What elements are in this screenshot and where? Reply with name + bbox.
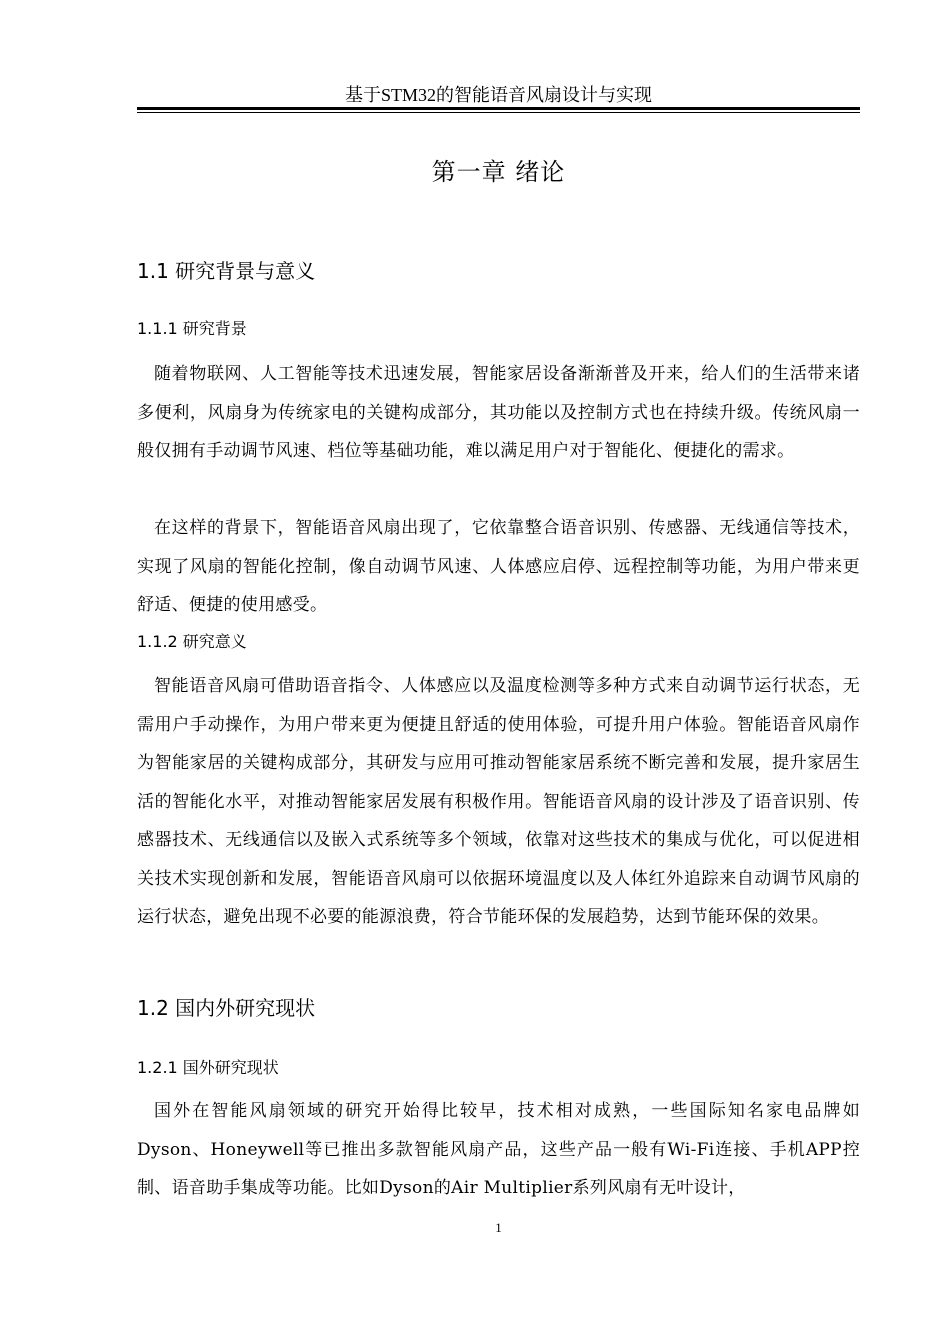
page-number: 1	[495, 1220, 502, 1235]
section-heading-1-2: 1.2 国内外研究现状	[137, 996, 316, 1020]
header-rule-thick	[137, 107, 860, 110]
subsection-heading-1-2-1: 1.2.1 国外研究现状	[137, 1058, 279, 1077]
section-heading-1-1: 1.1 研究背景与意义	[137, 259, 316, 283]
paragraph-foreign-research-1: 国外在智能风扇领域的研究开始得比较早，技术相对成熟，一些国际知名家电品牌如Dyson、Honeywell等已推出多款智能风扇产品，这些产品一般有Wi-Fi连接、手机APP控制、语音助手集成等功能。比如Dyson的Air Multiplier系列风扇有无叶设计，	[137, 1101, 860, 1198]
subsection-heading-1-1-1: 1.1.1 研究背景	[137, 319, 247, 338]
paragraph-background-1: 随着物联网、人工智能等技术迅速发展，智能家居设备渐渐普及开来，给人们的生活带来诸多便利，风扇身为传统家电的关键构成部分，其功能以及控制方式也在持续升级。传统风扇一般仅拥有手动调节风速、档位等基础功能，难以满足用户对于智能化、便捷化的需求。	[137, 364, 860, 461]
subsection-heading-1-1-2: 1.1.2 研究意义	[137, 632, 247, 651]
running-header: 基于STM32的智能语音风扇设计与实现	[344, 85, 652, 105]
paragraph-background-2: 在这样的背景下，智能语音风扇出现了，它依靠整合语音识别、传感器、无线通信等技术，实现了风扇的智能化控制，像自动调节风速、人体感应启停、远程控制等功能，为用户带来更舒适、便捷的使用感受。	[137, 518, 860, 615]
paragraph-significance-1: 智能语音风扇可借助语音指令、人体感应以及温度检测等多种方式来自动调节运行状态，无需用户手动操作，为用户带来更为便捷且舒适的使用体验，可提升用户体验。智能语音风扇作为智能家居的关键构成部分，其研发与应用可推动智能家居系统不断完善和发展，提升家居生活的智能化水平，对推动智能家居发展有积极作用。智能语音风扇的设计涉及了语音识别、传感器技术、无线通信以及嵌入式系统等多个领域，依靠对这些技术的集成与优化，可以促进相关技术实现创新和发展，智能语音风扇可以依据环境温度以及人体红外追踪来自动调节风扇的运行状态，避免出现不必要的能源浪费，符合节能环保的发展趋势，达到节能环保的效果。	[137, 676, 860, 927]
header-rule-thin	[137, 112, 860, 113]
chapter-title: 第一章 绪论	[431, 158, 566, 186]
